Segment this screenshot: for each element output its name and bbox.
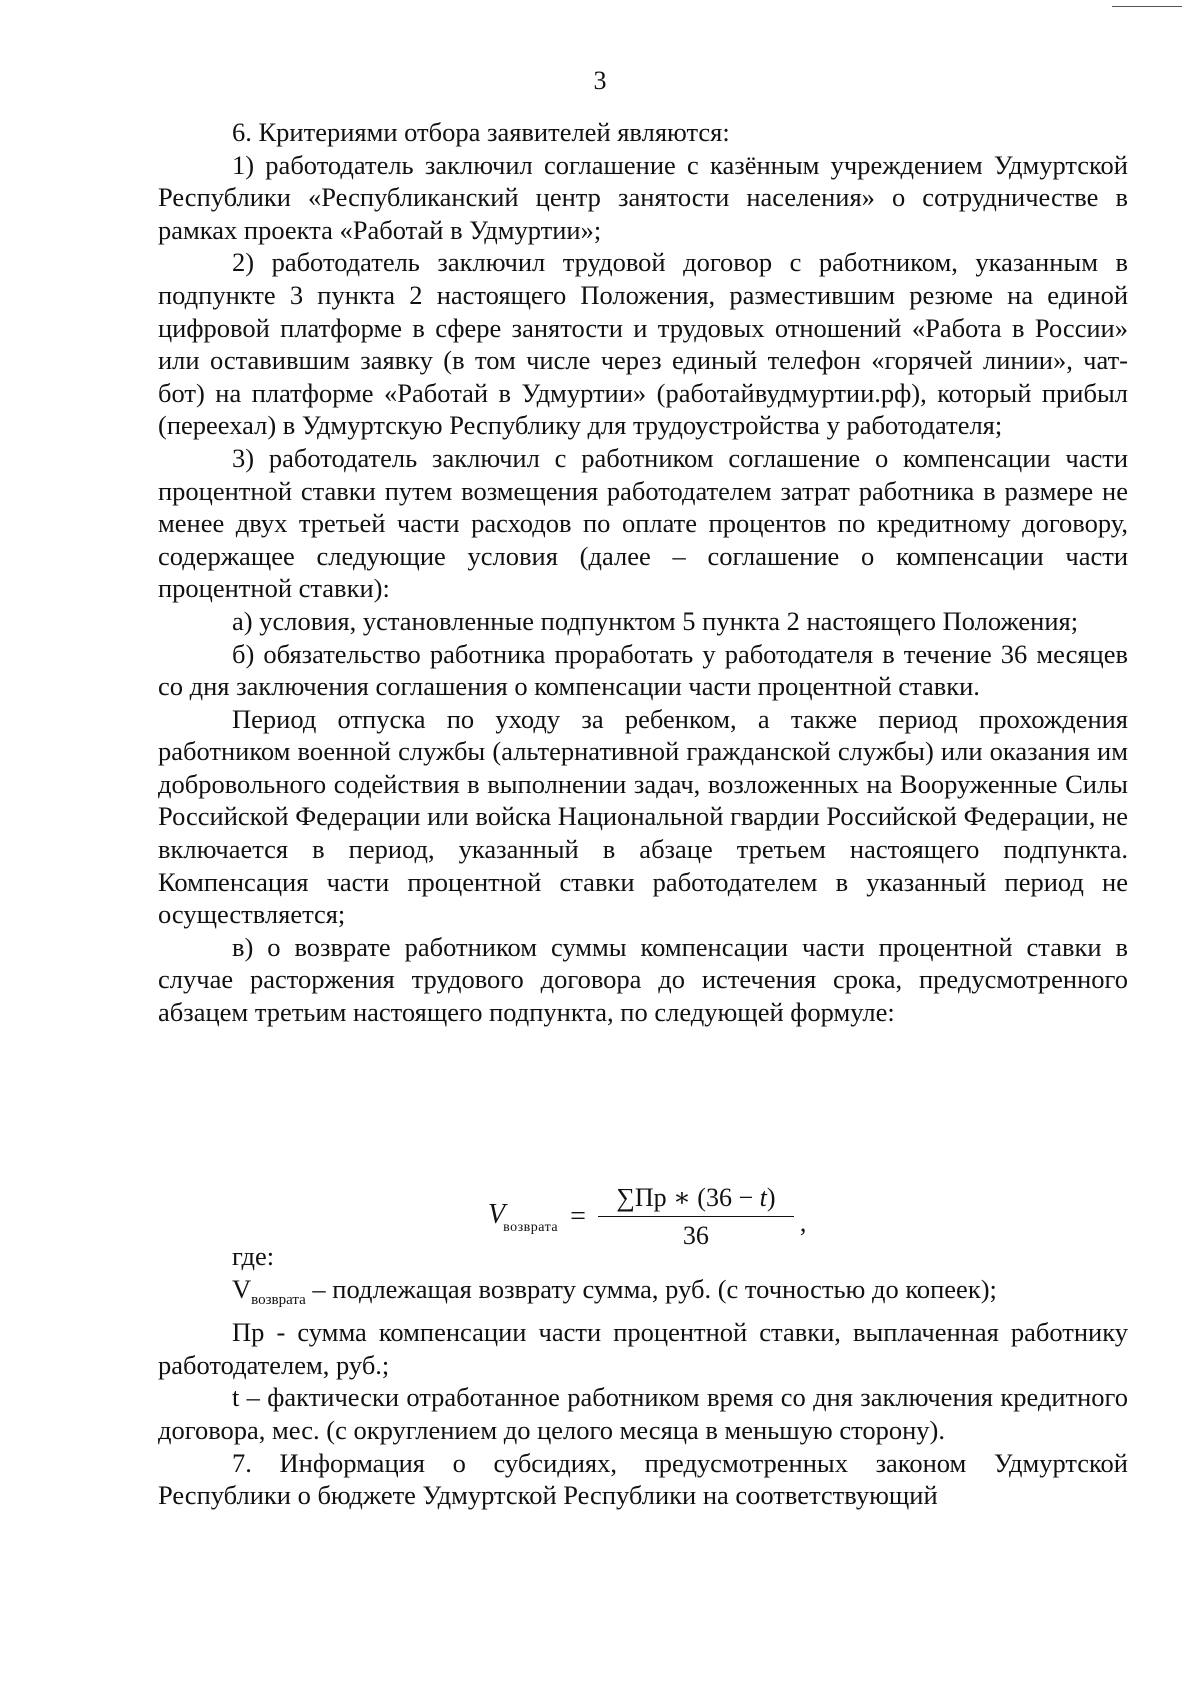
scan-edge-line	[1112, 6, 1182, 7]
definition-v-subscript: возврата	[251, 1291, 306, 1308]
paragraph-condition-v: в) о возврате работником суммы компенсации части процентной ставки в случае расторжения трудового договора до истечения срока, предусмотренного абзацем третьим настоящего подпункта, по следующей формуле:	[158, 931, 1128, 1028]
formula-numerator-var: t	[759, 1183, 767, 1212]
paragraph-criterion-2: 2) работодатель заключил трудовой договор с работником, указанным в подпункте 3 пункта 2 настоящего Положения, разместившим резюме на единой цифровой платформе в сфере занятости и трудовых отношений «Работа в России» или оставившим заявку (в том числе через единый телефон «горячей линии», чат-бот) на платформе «Работай в Удмуртии» (работайвудмуртии.рф), который прибыл (переехал) в Удмуртскую Республику для трудоустройства у работодателя;	[158, 247, 1128, 441]
formula-lhs-symbol: V	[488, 1198, 506, 1230]
paragraph-leave-period: Период отпуска по уходу за ребенком, а также период прохождения работником военной службы (альтернативной гражданской службы) или оказания им добровольного содействия в выполнении задач, возложенных на Вооруженные Силы Российской Федерации или войска Национальной гвардии Российской Федерации, не включается в период, указанный в абзаце третьем настоящего подпункта. Компенсация части процентной ставки работодателем в указанный период не осуществляется;	[158, 703, 1128, 930]
paragraph-criteria-heading: 6. Критериями отбора заявителей являются:	[232, 117, 730, 147]
formula-numerator-prefix: ∑Пр ∗ (36 −	[616, 1183, 760, 1212]
page-number: 3	[593, 66, 607, 95]
where-label: где:	[232, 1241, 275, 1271]
formula-numerator	[612, 1183, 779, 1216]
formula-lhs	[488, 1199, 558, 1236]
definition-v	[158, 1273, 1128, 1317]
paragraph-condition-b: б) обязательство работника проработать у работодателя в течение 36 месяцев со дня заключения соглашения о компенсации части процентной ставки.	[158, 638, 1128, 702]
definition-v-text: – подлежащая возврату сумма, руб. (с точностью до копеек);	[305, 1273, 997, 1304]
paragraph-condition-a: а) условия, установленные подпунктом 5 пункта 2 настоящего Положения;	[232, 605, 1079, 636]
document-body-bottom	[158, 1240, 1128, 1512]
definition-pr: Пр - сумма компенсации части процентной ставки, выплаченная работнику работодателем, руб.;	[158, 1317, 1128, 1380]
formula-numerator-suffix: )	[766, 1183, 776, 1212]
definition-v-symbol: V	[232, 1273, 252, 1304]
formula-trailing-comma: ,	[799, 1208, 807, 1237]
document-body-top	[158, 116, 1128, 1029]
paragraph-criterion-1: 1) работодатель заключил соглашение с казённым учреждением Удмуртской Республики «Республиканский центр занятости населения» о сотрудничестве в рамках проекта «Работай в Удмуртии»;	[158, 149, 1128, 245]
formula-denominator: 36	[682, 1221, 709, 1250]
formula-lhs-subscript: возврата	[503, 1219, 559, 1235]
definition-t: t – фактически отработанное работником время со дня заключения кредитного договора, мес. (с округлением до целого месяца в меньшую сторону).	[158, 1382, 1128, 1445]
paragraph-7: 7. Информация о субсидиях, предусмотренных законом Удмуртской Республики о бюджете Удмуртской Республики на соответствующий	[158, 1447, 1128, 1511]
paragraph-criterion-3: 3) работодатель заключил с работником соглашение о компенсации части процентной ставки путем возмещения работодателем затрат работника в размере не менее двух третьей части расходов по оплате процентов по кредитному договору, содержащее следующие условия (далее – соглашение о компенсации части процентной ставки):	[158, 442, 1128, 604]
formula-equals: =	[570, 1201, 586, 1232]
